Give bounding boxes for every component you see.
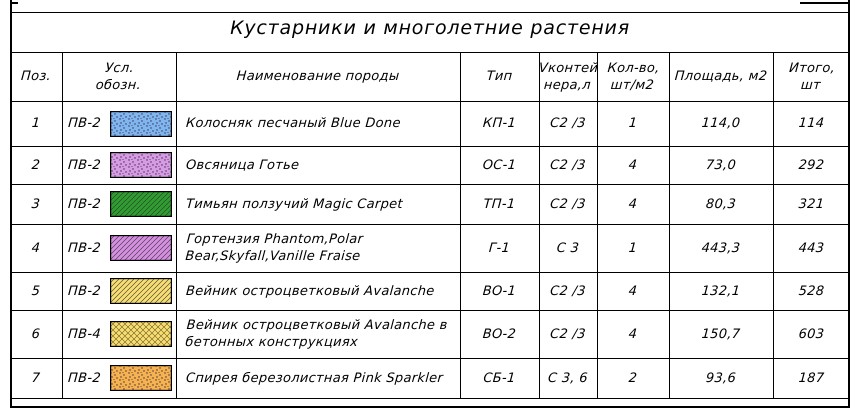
cell-pos: 5 — [31, 283, 41, 299]
cell-qty: 4 — [628, 283, 638, 299]
cell-type: ВО-1 — [482, 283, 517, 299]
cell-volume: С2 /3 — [549, 326, 587, 342]
cell-type: КП-1 — [482, 116, 517, 131]
cell-volume: С2 /3 — [549, 116, 587, 131]
cell-qty: 2 — [628, 370, 638, 386]
cell-area: 443,3 — [701, 240, 741, 256]
cell-name: Вейник остроцветковый Avalanche в бетонных конструкциях — [184, 318, 449, 350]
cell-area: 73,0 — [705, 157, 737, 173]
cell-type: СБ-1 — [482, 370, 517, 386]
cell-code: ПВ-2 — [67, 157, 102, 173]
cell-qty: 4 — [628, 157, 638, 173]
cell-pos: 7 — [31, 370, 41, 386]
cell-pos: 1 — [31, 116, 41, 131]
cell-name: Колосняк песчаный Blue Done — [185, 116, 402, 131]
cell-code: ПВ-2 — [67, 283, 102, 299]
cell-total: 528 — [798, 283, 825, 299]
cell-qty: 4 — [628, 196, 638, 212]
cell-volume: С2 /3 — [549, 157, 587, 173]
frame-corner-mark — [800, 2, 848, 4]
table-grid-line — [176, 52, 177, 398]
cell-code: ПВ-2 — [67, 370, 102, 386]
cell-area: 80,3 — [705, 196, 737, 212]
cell-code: ПВ-2 — [67, 240, 102, 256]
cell-qty: 1 — [628, 116, 638, 131]
header-name: Наименование породы — [236, 69, 400, 84]
cell-total: 443 — [798, 240, 825, 256]
cell-volume: С2 /3 — [549, 196, 587, 212]
cell-qty: 4 — [628, 326, 638, 342]
cell-name: Тимьян ползучий Magic Carpet — [185, 196, 404, 212]
cell-volume: С 3, 6 — [547, 370, 589, 386]
cell-total: 292 — [798, 157, 825, 173]
cell-area: 132,1 — [701, 283, 741, 299]
header-symbol: Усл. обозн. — [95, 60, 142, 93]
header-area: Площадь, м2 — [674, 69, 768, 84]
plant-schedule-table — [10, 0, 850, 408]
table-title: Кустарники и многолетние растения — [230, 17, 630, 39]
header-qty: Кол-во, шт/м2 — [607, 60, 661, 93]
cell-pos: 6 — [31, 326, 41, 342]
cell-name: Вейник остроцветковый Avalanche — [185, 283, 436, 299]
legend-swatch-dots — [110, 365, 172, 391]
cell-type: ОС-1 — [482, 157, 517, 173]
header-type: Тип — [486, 69, 513, 84]
table-grid-line — [10, 12, 850, 13]
cell-name: Спирея березолистная Pink Sparkler — [185, 370, 444, 386]
legend-swatch-cross — [110, 321, 172, 347]
cell-code: ПВ-2 — [67, 116, 102, 131]
cell-pos: 2 — [31, 157, 41, 173]
cell-area: 114,0 — [701, 116, 741, 131]
cell-volume: С 3 — [556, 240, 580, 256]
cell-type: ВО-2 — [482, 326, 517, 342]
legend-swatch-hatch — [110, 235, 172, 261]
cell-type: ТП-1 — [483, 196, 516, 212]
cell-code: ПВ-2 — [67, 196, 102, 212]
cell-volume: С2 /3 — [549, 283, 587, 299]
cell-qty: 1 — [628, 240, 638, 256]
legend-swatch-hatch — [110, 278, 172, 304]
cell-name: Гортензия Phantom,Polar Bear,Skyfall,Vanille Fraise — [184, 232, 364, 264]
cell-total: 321 — [798, 196, 825, 212]
cell-name: Овсяница Готье — [185, 157, 300, 173]
legend-swatch-dots — [110, 152, 172, 178]
cell-total: 187 — [798, 370, 825, 386]
cell-area: 150,7 — [701, 326, 741, 342]
cell-area: 93,6 — [705, 370, 737, 386]
cell-pos: 4 — [31, 240, 41, 256]
cell-total: 114 — [798, 116, 825, 131]
cell-pos: 3 — [31, 196, 41, 212]
legend-swatch-hatch — [110, 191, 172, 217]
header-total: Итого, шт — [788, 60, 836, 93]
header-pos: Поз. — [20, 69, 52, 84]
legend-swatch-dots — [110, 111, 172, 137]
table-grid-line — [10, 398, 850, 399]
cell-type: Г-1 — [488, 240, 511, 256]
header-volume: Vконтей нера,л — [538, 60, 599, 93]
cell-total: 603 — [798, 326, 825, 342]
frame-corner-mark — [10, 2, 18, 4]
cell-code: ПВ-4 — [67, 326, 102, 342]
